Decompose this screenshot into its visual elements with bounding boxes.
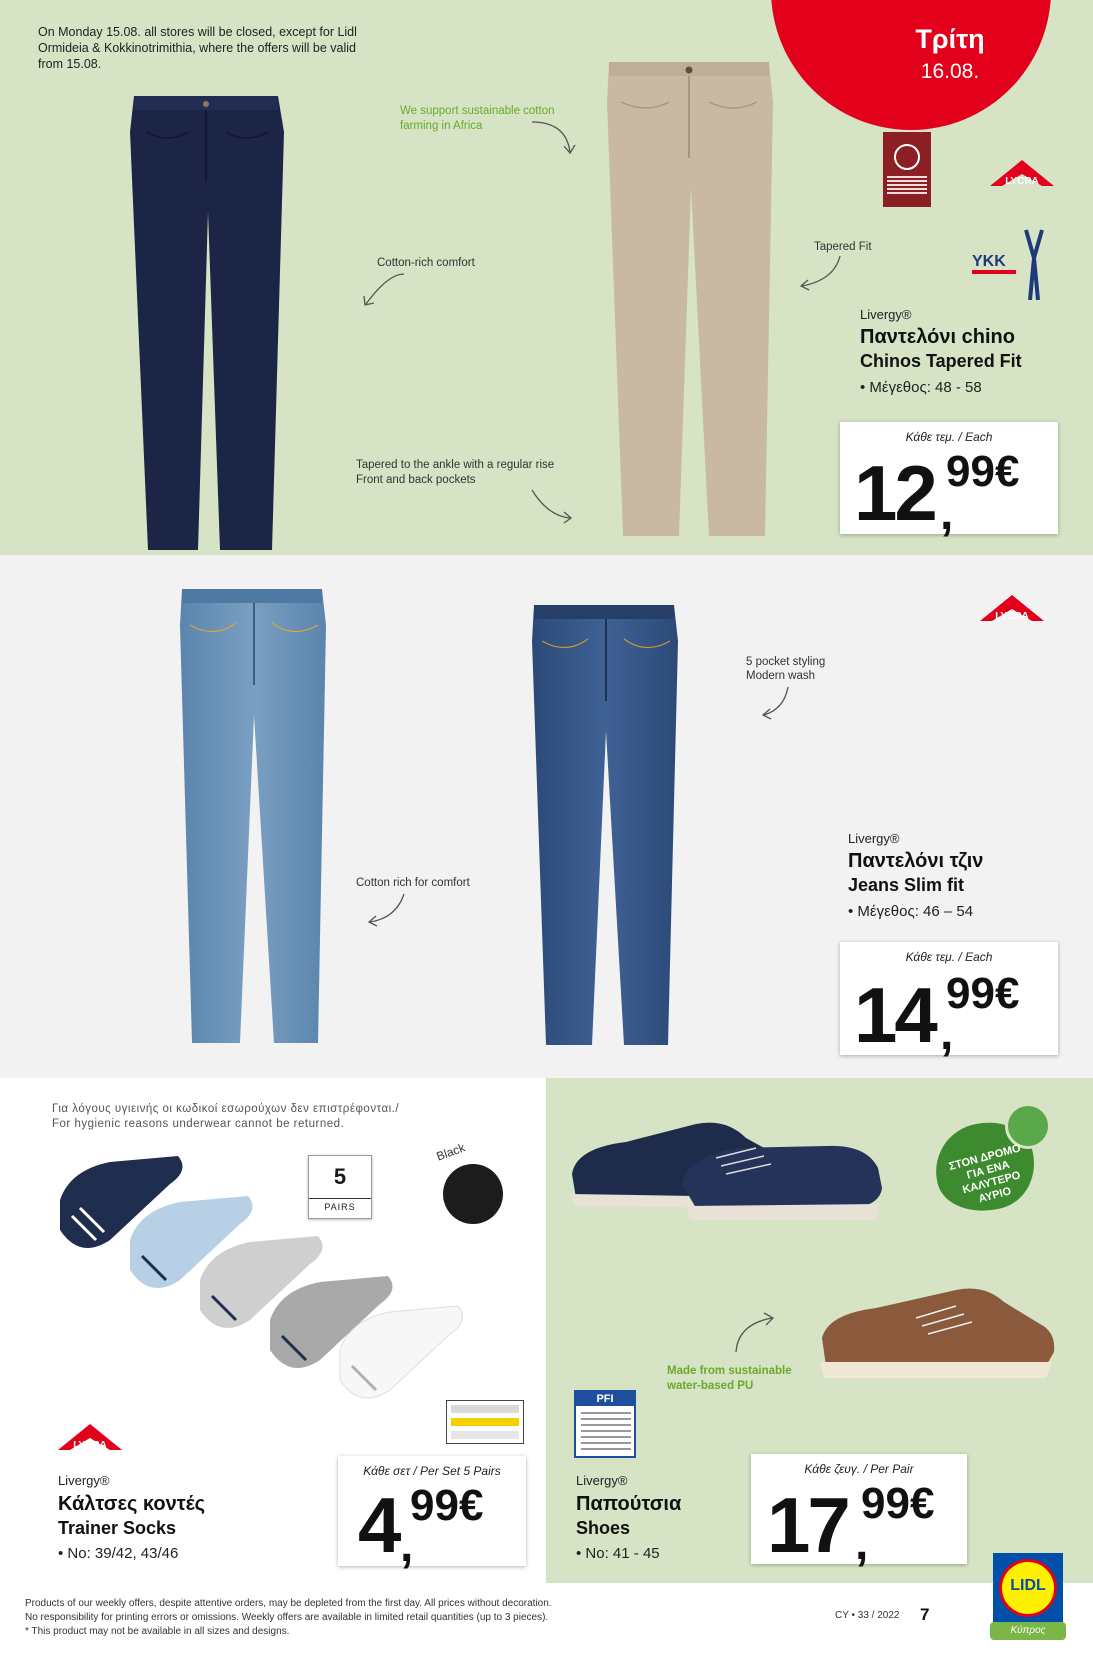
annotation-cotton-africa: We support sustainable cotton farming in Africa bbox=[400, 105, 555, 132]
svg-text:LYCRA: LYCRA bbox=[995, 611, 1029, 622]
dark-jeans-image bbox=[530, 601, 680, 1045]
chinos-title: Παντελόνι chino bbox=[860, 326, 1015, 348]
svg-text:LYCRA: LYCRA bbox=[73, 1440, 107, 1451]
price-integer: 14 bbox=[854, 971, 935, 1059]
jeans-subtitle: Jeans Slim fit bbox=[848, 875, 965, 895]
arrow-icon bbox=[758, 683, 808, 723]
edition-code: CY • 33 / 2022 bbox=[835, 1610, 900, 1621]
lycra-logo bbox=[58, 1424, 122, 1454]
price-integer: 4 bbox=[358, 1481, 399, 1569]
beige-chinos-image bbox=[605, 58, 775, 536]
pfi-logo: PFI bbox=[574, 1390, 636, 1458]
cotton-africa-logo bbox=[883, 132, 931, 207]
shoes-annotation-1: Made from sustainable bbox=[667, 1365, 792, 1377]
footer-line-3: * This product may not be available in all sizes and designs. bbox=[25, 1626, 290, 1637]
hygiene-notice-1: Για λόγους υγιεινής οι κωδικοί εσωρούχων δεν επιστρέφονται./ bbox=[52, 1103, 400, 1115]
price-comma: , bbox=[940, 1007, 954, 1060]
annotation-styling-2: Modern wash bbox=[746, 670, 816, 682]
sustainability-badge-text: ΣΤΟΝ ΔΡΟΜΟ ΓΙΑ ΕΝΑ ΚΑΛΥΤΕΡΟ ΑΥΡΙΟ bbox=[947, 1142, 1023, 1206]
footer-line-2: No responsibility for printing errors or omissions. Weekly offers are available in limited retail quantities (up to 3 pieces). bbox=[25, 1612, 549, 1623]
lycra-logo bbox=[990, 160, 1054, 190]
price-decimal: 99€ bbox=[861, 1479, 935, 1528]
navy-chinos-image bbox=[128, 92, 288, 550]
chinos-price-box bbox=[840, 422, 1058, 540]
ykk-logo bbox=[970, 228, 1056, 300]
brown-shoe-image bbox=[816, 1282, 1060, 1392]
annotation-comfort: Cotton-rich comfort bbox=[377, 257, 475, 269]
shoes-size: • No: 41 - 45 bbox=[576, 1545, 660, 1562]
price-label: Κάθε σετ / Per Set 5 Pairs bbox=[363, 1464, 501, 1478]
day-date: 16.08. bbox=[920, 60, 980, 83]
day-name: Τρίτη bbox=[915, 24, 985, 54]
socks-brand: Livergy® bbox=[58, 1473, 110, 1488]
trainer-socks-image bbox=[50, 1150, 480, 1410]
shoes-subtitle: Shoes bbox=[576, 1518, 631, 1538]
footer bbox=[0, 1583, 1093, 1654]
chinos-size: • Μέγεθος: 48 - 58 bbox=[860, 379, 982, 396]
lidl-logo-text: LIDL bbox=[1010, 1577, 1046, 1594]
annotation-tapered: Tapered Fit bbox=[814, 241, 872, 253]
earth-icon bbox=[1005, 1103, 1051, 1149]
color-swatch bbox=[443, 1164, 503, 1224]
jeans-brand: Livergy® bbox=[848, 831, 900, 846]
price-comma: , bbox=[940, 487, 954, 540]
price-label: Κάθε τεμ. / Each bbox=[905, 430, 993, 444]
socks-size: • No: 39/42, 43/46 bbox=[58, 1545, 179, 1562]
annotation-pockets-1: Tapered to the ankle with a regular rise bbox=[356, 459, 555, 471]
price-integer: 12 bbox=[854, 449, 935, 537]
jeans-title: Παντελόνι τζιν bbox=[848, 850, 984, 872]
footer-line-1: Products of our weekly offers, despite attentive orders, may be depleted from the first day. All prices without decoration. bbox=[25, 1598, 552, 1609]
chinos-subtitle: Chinos Tapered Fit bbox=[860, 351, 1022, 371]
sustainability-badge bbox=[935, 1103, 1053, 1221]
svg-text:LYCRA: LYCRA bbox=[1005, 176, 1039, 187]
annotation-styling-1: 5 pocket styling bbox=[746, 656, 826, 668]
store-closure-notice: On Monday 15.08. all stores will be closed, except for Lidl Ormideia & Kokkinotrimithia, where the offers will be valid from 15.08. bbox=[38, 25, 357, 71]
arrow-icon bbox=[528, 486, 578, 526]
price-comma: , bbox=[855, 1517, 869, 1570]
socks-title: Κάλτσες κοντές bbox=[58, 1493, 206, 1515]
lycra-logo bbox=[980, 595, 1044, 625]
socks-price-box bbox=[338, 1456, 526, 1572]
light-jeans-image bbox=[178, 585, 328, 1043]
price-integer: 17 bbox=[767, 1481, 848, 1569]
pairs-number: 5 bbox=[333, 1164, 347, 1189]
socks-subtitle: Trainer Socks bbox=[58, 1518, 177, 1538]
price-label: Κάθε ζευγ. / Per Pair bbox=[804, 1462, 914, 1476]
arrow-icon bbox=[530, 118, 580, 158]
price-decimal: 99€ bbox=[946, 447, 1020, 496]
arrow-icon bbox=[364, 890, 414, 930]
pairs-badge bbox=[308, 1155, 372, 1219]
pairs-label: PAIRS bbox=[309, 1198, 371, 1212]
jeans-size: • Μέγεθος: 46 – 54 bbox=[848, 903, 974, 920]
shoes-annotation-2: water-based PU bbox=[667, 1380, 754, 1392]
jeans-price-box bbox=[840, 942, 1058, 1060]
lidl-tagline: Κύπρος bbox=[990, 1622, 1066, 1640]
hygiene-notice-2: For hygienic reasons underwear cannot be returned. bbox=[52, 1118, 345, 1130]
annotation-pockets-2: Front and back pockets bbox=[356, 474, 476, 486]
price-label: Κάθε τεμ. / Each bbox=[905, 950, 993, 964]
shoes-title: Παπούτσια bbox=[576, 1493, 682, 1515]
price-decimal: 99€ bbox=[946, 969, 1020, 1018]
shoes-brand: Livergy® bbox=[576, 1473, 628, 1488]
svg-text:YKK: YKK bbox=[972, 253, 1006, 270]
arrow-icon bbox=[796, 252, 846, 292]
navy-shoes-image bbox=[566, 1108, 886, 1278]
color-label: Black bbox=[434, 1140, 467, 1164]
jeans-section bbox=[0, 555, 1093, 1078]
page-number: 7 bbox=[920, 1605, 930, 1624]
chinos-section bbox=[0, 0, 1093, 555]
annotation-jeans-comfort: Cotton rich for comfort bbox=[356, 877, 470, 889]
lidl-logo bbox=[993, 1553, 1063, 1623]
oeko-tex-logo bbox=[446, 1400, 524, 1444]
price-decimal: 99€ bbox=[410, 1481, 484, 1530]
arrow-icon bbox=[358, 270, 408, 310]
chinos-brand: Livergy® bbox=[860, 307, 912, 322]
price-comma: , bbox=[400, 1519, 414, 1572]
arrow-icon bbox=[732, 1310, 782, 1356]
shoes-price-box bbox=[751, 1454, 967, 1570]
